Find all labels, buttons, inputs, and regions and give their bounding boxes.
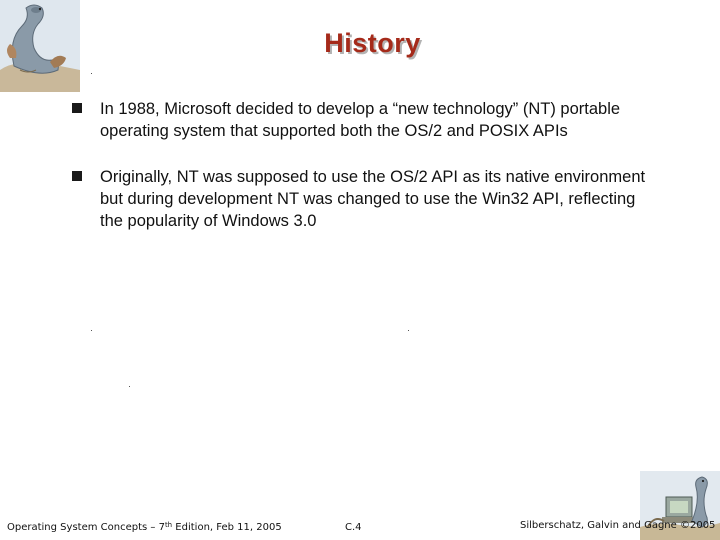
- footer-course-title: [7, 522, 282, 533]
- footer-course-prefix: Operating System Concepts – 7: [7, 522, 165, 533]
- footer-course-suffix: Edition, Feb 11, 2005: [172, 522, 282, 533]
- stray-dot: [129, 386, 130, 387]
- bullet-item: [72, 98, 662, 142]
- stray-dot: [91, 330, 92, 331]
- bullet-item: [72, 166, 662, 232]
- slide-title: History: [324, 28, 421, 58]
- bullet-text: Originally, NT was supposed to use the OS/2 API as its native environment but during development NT was changed to use the Win32 API, reflecting the popularity of Windows 3.0: [100, 168, 646, 230]
- footer-copyright: Silberschatz, Galvin and Gagne ©2005: [520, 520, 716, 531]
- footer-page-number: C.4: [345, 522, 362, 533]
- stray-dot: [91, 73, 92, 74]
- stray-dot: [408, 330, 409, 331]
- footer-course-superscript: th: [164, 521, 173, 529]
- square-bullet-icon: [72, 171, 82, 181]
- square-bullet-icon: [72, 103, 82, 113]
- bullet-list: [72, 98, 662, 256]
- bullet-text: In 1988, Microsoft decided to develop a “new technology” (NT) portable operating system that supported both the OS/2 and POSIX APIs: [100, 100, 621, 140]
